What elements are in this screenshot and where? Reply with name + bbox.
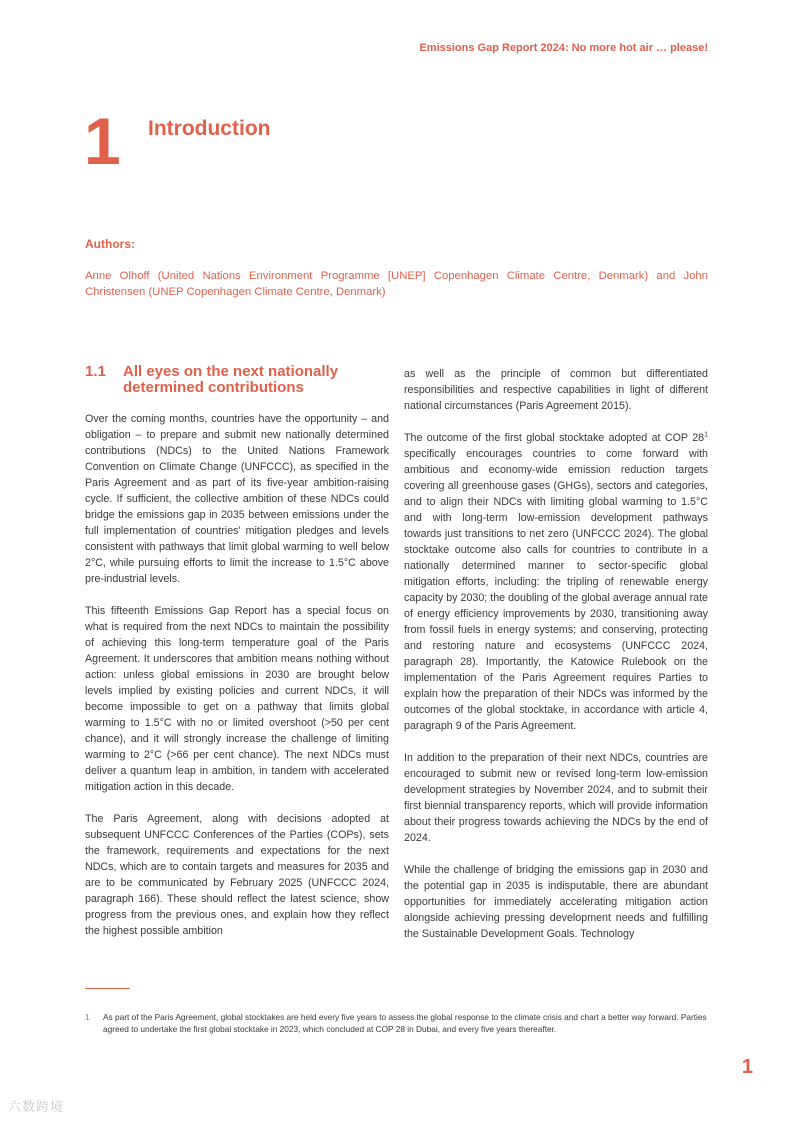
chapter-number: 1: [84, 104, 121, 178]
footnote-reference[interactable]: 1: [704, 431, 708, 439]
section-title: All eyes on the next nationally determined contributions: [123, 363, 339, 396]
paragraph: In addition to the preparation of their next NDCs, countries are encouraged to submit new or revised long-term low-emission development strategies by November 2024, and to submit their first biennial transparency reports, which will provide information about their progress towards achieving the NDCs by the end of 2024.: [404, 752, 708, 844]
paragraph: While the challenge of bridging the emissions gap in 2030 and the potential gap in 2035 is indisputable, there are abundant opportunities for immediately accelerating mitigation action alongside achieving pressing development needs and fulfilling the Sustainable Development Goals. Technology: [404, 864, 708, 940]
footnote-text: As part of the Paris Agreement, global stocktakes are held every five years to assess the global response to the climate crisis and chart a better way forward. Parties agreed to undertake the first global stocktake in 2023, which concluded at COP 28 in Dubai, and every five years thereafter.: [103, 1012, 707, 1034]
authors-label: Authors:: [85, 237, 135, 251]
watermark-logo: 六数跨境: [8, 1099, 65, 1114]
paragraph: This fifteenth Emissions Gap Report has a special focus on what is required from the next NDCs to maintain the possibility of achieving this long-term temperature goal of the Paris Agreement. It underscores that ambition means nothing without action: unless global emissions in 2030 are brought below levels implied by existing policies and current NDCs, it will become impossible to get on a pathway that limits global warming to 1.5°C with no or limited overshoot (>50 per cent chance), and it will strongly increase the challenge of limiting warming to 2°C (>66 per cent chance). The next NDCs must deliver a quantum leap in ambition, in tandem with accelerated mitigation action in this decade.: [85, 605, 389, 793]
right-column: [404, 366, 708, 958]
paragraph: as well as the principle of common but differentiated responsibilities and respective capabilities in light of different national circumstances (Paris Agreement 2015).: [404, 368, 708, 412]
running-header: Emissions Gap Report 2024: No more hot air … please!: [419, 42, 708, 54]
authors-text: Anne Olhoff (United Nations Environment Programme [UNEP] Copenhagen Climate Centre, Denmark) and John Christensen (UNEP Copenhagen Climate Centre, Denmark): [85, 270, 708, 298]
chapter-title: Introduction: [148, 117, 271, 140]
paragraph: The Paris Agreement, along with decisions adopted at subsequent UNFCCC Conferences of the Parties (COPs), sets the framework, requirements and expectations for the next NDCs, which are to contain targets and measures for 2035 and are to be communicated by February 2025 (UNFCCC 2024, paragraph 166). These should reflect the latest science, show progress from the previous ones, and explain how they reflect the highest possible ambition: [85, 813, 389, 937]
page-number: 1: [741, 1056, 753, 1078]
paragraph-text: The outcome of the first global stocktake adopted at COP 28: [404, 432, 705, 444]
left-column: [85, 364, 389, 955]
paragraph: Over the coming months, countries have the opportunity – and obligation – to prepare and submit new nationally determined contributions (NDCs) to the United Nations Framework Convention on Climate Change (UNFCCC), as specified in the Paris Agreement and as part of its five-year ambition-raising cycle. If sufficient, the collective ambition of these NDCs could bridge the emissions gap in 2035 between emissions under the full implementation of countries' mitigation pledges and levels consistent with pathways that limit global warming to well below 2°C, while pursuing efforts to limit the increase to 1.5°C above pre-industrial levels.: [85, 413, 389, 585]
paragraph: [404, 430, 708, 734]
paragraph-text: specifically encourages countries to come forward with ambitious and economy-wide emission reduction targets covering all greenhouse gases (GHGs), sectors and categories, and to align their NDCs with limiting global warming to 1.5°C and with long-term low-emission development pathways towards just transitions to net zero (UNFCCC 2024). The global stocktake outcome also calls for countries to contribute in a nationally determined manner to sector-specific global mitigation efforts, including: the tripling of renewable energy capacity by 2030; the doubling of the global average annual rate of energy efficiency improvements by 2030, transitioning away from fossil fuels in energy systems; and conserving, protecting and restoring nature and ecosystems (UNFCCC 2024, paragraph 28). Importantly, the Katowice Rulebook on the implementation of the Paris Agreement requires Parties to explain how the preparation of their NDCs was informed by the outcomes of the global stocktake, in accordance with article 4, paragraph 9 of the Paris Agreement.: [404, 448, 708, 732]
footnote-number: 1: [85, 1012, 90, 1022]
footnote: [85, 1011, 708, 1035]
section-number: 1.1: [85, 363, 106, 380]
footnote-divider: [85, 988, 130, 989]
section-heading: [85, 364, 389, 396]
